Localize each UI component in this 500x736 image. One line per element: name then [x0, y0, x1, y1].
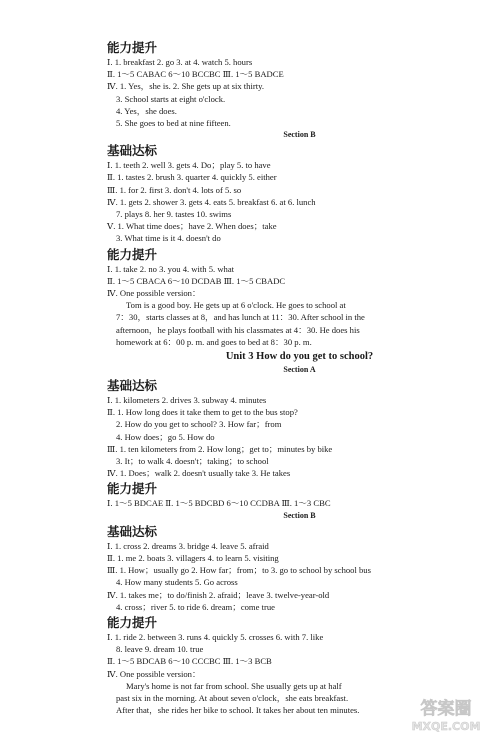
watermark-logo — [396, 694, 496, 734]
answer-line: Ⅰ. 1. ride 2. between 3. runs 4. quickly 5. crosses 6. with 7. like — [107, 631, 324, 642]
answer-line-indented: afternoon，he plays football with his classmates at 4：30. He does his — [116, 324, 360, 335]
answer-line: Ⅱ. 1. tastes 2. brush 3. quarter 4. quickly 5. either — [107, 172, 277, 183]
answer-line: Ⅰ. 1. breakfast 2. go 3. at 4. watch 5. hours — [107, 57, 253, 67]
answer-line: Ⅱ. 1～5 BDCAB 6～10 CCCBC Ⅲ. 1～3 BCB — [107, 656, 272, 667]
watermark-text: 答案圈 — [420, 699, 472, 719]
answer-line-indented: After that，she rides her bike to school. It takes her about ten minutes. — [116, 705, 360, 716]
answer-line-indented: 5. She goes to bed at nine fifteen. — [116, 118, 231, 129]
answer-line-indented: 4. How many students 5. Go across — [116, 577, 238, 588]
answer-line-indented: 7：30，starts classes at 8，and has lunch at 11：30. After school in the — [116, 312, 365, 323]
answer-line: Ⅳ. 1. Yes，she is. 2. She gets up at six thirty. — [107, 81, 264, 92]
unit-title: Unit 3 How do you get to school? — [225, 351, 374, 363]
section-label: Section B — [283, 510, 316, 520]
section-heading: 基础达标 — [107, 143, 158, 159]
answer-line-indented: 3. What time is it 4. doesn't do — [116, 233, 221, 244]
answer-line: Ⅲ. 1. for 2. first 3. don't 4. lots of 5. so — [107, 184, 242, 195]
answer-line-indented: 8. leave 9. dream 10. true — [116, 644, 204, 655]
answer-line: Ⅳ. One possible version： — [107, 288, 201, 299]
essay-line: Tom is a good boy. He gets up at 6 o'clock. He goes to school at — [126, 300, 346, 311]
answer-line: Ⅳ. 1. gets 2. shower 3. gets 4. eats 5. breakfast 6. at 6. lunch — [107, 196, 316, 207]
answer-page — [107, 38, 492, 716]
answer-line: Ⅰ. 1～5 BDCAE Ⅱ. 1～5 BDCBD 6～10 CCDBA Ⅲ. 1～3 CBC — [107, 498, 331, 509]
answer-line: Ⅱ. 1. me 2. boats 3. villagers 4. to learn 5. visiting — [107, 552, 279, 563]
answer-line-indented: 7. plays 8. her 9. tastes 10. swims — [116, 209, 232, 220]
answer-line-indented: past six in the morning. At about seven o'clock，she eats breakfast. — [116, 692, 349, 703]
section-heading: 能力提升 — [107, 246, 158, 262]
essay-line: Mary's home is not far from school. She usually gets up at half — [126, 680, 342, 691]
answer-line-indented: 3. School starts at eight o'clock. — [116, 93, 226, 104]
answer-line: Ⅱ. 1～5 CBACA 6～10 DCDAB Ⅲ. 1～5 CBADC — [107, 275, 286, 286]
answer-line-indented: 2. How do you get to school? 3. How far；from — [116, 419, 282, 430]
section-heading: 能力提升 — [107, 481, 158, 497]
section-heading: 基础达标 — [107, 523, 158, 539]
section-label: Section A — [283, 365, 316, 375]
answer-line: Ⅲ. 1. ten kilometers from 2. How long；get to；minutes by bike — [107, 443, 333, 454]
answer-line-indented: 4. cross；river 5. to ride 6. dream；come true — [116, 601, 275, 612]
answer-line: Ⅰ. 1. cross 2. dreams 3. bridge 4. leave 5. afraid — [107, 540, 269, 551]
section-label: Section B — [283, 130, 316, 140]
answer-line: Ⅰ. 1. teeth 2. well 3. gets 4. Do；play 5. to have — [107, 160, 271, 171]
answer-line: Ⅳ. 1. Does；walk 2. doesn't usually take 3. He takes — [107, 468, 291, 479]
section-heading: 基础达标 — [107, 378, 158, 394]
answer-line: Ⅰ. 1. kilometers 2. drives 3. subway 4. minutes — [107, 395, 267, 406]
section-heading: 能力提升 — [107, 614, 158, 630]
answer-line: Ⅱ. 1. How long does it take them to get to the bus stop? — [107, 407, 298, 418]
answer-line: Ⅳ. 1. takes me；to do/finish 2. afraid；leave 3. twelve-year-old — [107, 589, 330, 600]
answer-line-indented: 4. How does；go 5. How do — [116, 431, 215, 442]
answer-line: Ⅲ. 1. How；usually go 2. How far；from；to 3. go to school by school bus — [107, 565, 371, 576]
answer-line-indented: 3. It；to walk 4. doesn't；taking；to school — [116, 456, 269, 467]
answer-line-indented: 4. Yes，she does. — [116, 105, 177, 116]
answer-line-indented: homework at 6：00 p. m. and goes to bed at 8：30 p. m. — [116, 336, 312, 347]
answer-line: Ⅱ. 1～5 CABAC 6～10 BCCBC Ⅲ. 1～5 BADCE — [107, 69, 284, 80]
section-heading: 能力提升 — [107, 40, 158, 55]
answer-line: Ⅴ. 1. What time does；have 2. When does；take — [107, 221, 277, 232]
answer-line: Ⅳ. One possible version： — [107, 668, 201, 679]
answer-line: Ⅰ. 1. take 2. no 3. you 4. with 5. what — [107, 263, 235, 274]
watermark-url: MXQE.COM — [411, 720, 481, 733]
